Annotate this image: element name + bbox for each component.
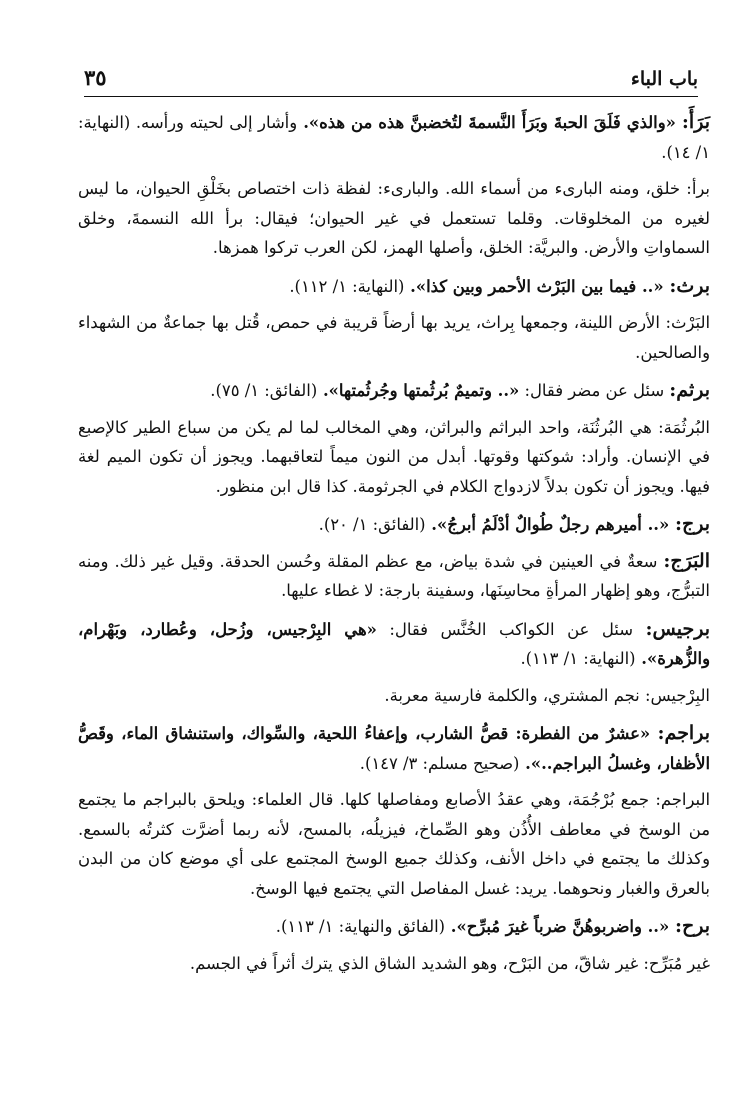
headword: بَرَأَ: [681,111,710,133]
definition: البراجم: جمع بُرْجُمَة، وهي عقدُ الأصابع ومفاصلها كلها. قال العلماء: ويلحق بالبراجم ما يجتمع من الوسخ في معاطف الأُذُن وهو الصِّماخ، فيزيلُه، بالمسح، لأنه ربما أضرَّت كثرتُه بالسمع. وكذلك ما يجتمع في داخل الأنف، وكذلك جميع الوسخ المجتمع على أي موضع كان من البدن بالعرق والغبار ونحوهما. يريد: غسل المفاصل التي يجتمع فيها الوسخ. [78,790,711,898]
hadith-quote: «.. أميرهم رجلٌ طُوالٌ أدْلَمُ أبرجُ». [425,515,675,534]
page-number: ٣٥ [84,65,107,90]
definition: البَرْث: الأرض اللينة، وجمعها بِراث، يريد بها أرضاً قريبة في حمص، قُتل بها جماعةٌ من الشهداء والصالحين. [78,313,710,362]
definition: غير مُبَرِّح: غير شاقّ، من البَرْح، وهو الشديد الشاق الذي يترك أثراً في الجسم. [189,953,710,973]
headword: برج: [674,513,710,535]
hadith-quote: «.. فيما بين البَرْث الأحمر وبين كذا». [404,276,670,296]
hadith-quote: «والذي فَلَقَ الحبةَ وبَرَأَ النَّسمةَ لتُخضبنَّ هذه من هذه». [297,113,682,132]
headword: برثم: [669,379,710,401]
entry-birjis [78,615,710,674]
entry-barh [78,912,710,942]
headword: براجم: [657,722,710,744]
entry-barj [78,510,710,540]
entry-barth [78,272,710,302]
source-citation: (النهاية: ١/ ١١٣). [520,649,636,668]
source-citation: (النهاية: ١/ ١١٢). [289,276,405,296]
definition-text: سعةٌ في العينين في شدة بياض، مع عظم المقلة وحُسن الحدقة. وقيل غير ذلك. ومنه التبرُّج، وهو إظهار المرأةِ محاسِنَها، وسفينة بارجة: لا غطاء عليها. [78,551,710,600]
entry-barajim [78,719,710,778]
headword: برجيس: [645,617,710,640]
source-citation: وأشار إلى لحيته ورأسه. (النهاية: ١/ ١٤). [78,113,710,162]
running-header [84,56,698,97]
headword: برح: [674,915,710,937]
entry-bara [78,108,710,167]
chapter-title: باب الباء [630,68,698,90]
source-citation: (صحيح مسلم: ٣/ ١٤٧). [359,753,520,773]
definition: برأ: خلق، ومنه البارىء من أسماء الله. والبارىء: لفظة ذات اختصاص بخَلْقِ الحيوان، ما ليس لغيره من المخلوقات. وقلما تستعمل في غير الحيوان؛ فيقال: برأ الله النسمةَ، وخلق السماواتِ والأرض. والبريَّة: الخلق، وأصلها الهمز، لكن العرب تركوا همزها. [78,179,710,257]
definition-headword: البَرَج: [663,549,710,572]
hadith-quote: «هي البِرْجيس، وزُحل، وعُطارد، وبَهْرام، والزُّهرة». [78,619,710,668]
hadith-quote: «.. وتميمٌ بُرثُمتها وجُرثُمتها». [317,381,520,400]
source-citation: (الفائق: ١/ ٢٠). [318,515,426,534]
definition: البِرْجيس: نجم المشتري، والكلمة فارسية معربة. [384,685,710,705]
page-body [78,108,710,987]
definition: البُرثُمَة: هي البُرثُنَة، واحد البراثم والبراثن، وهي المخالب لما لم يكن من سباع الطير كالإصبع في الإنسان. وأراد: شوكتها وقوتها. أبدل من النون ميماً لتعاقبهما. ويجوز أن تكون الميم لغة فيها. ويجوز أن تكون بدلاً لازدواج الكلام في الجرثومة. كذا قال ابن منظور. [78,417,710,496]
hadith-quote: «عشرٌ من الفطرة: قصُّ الشارب، وإعفاءُ اللحية، والسِّواك، واستنشاق الماء، وقَصُّ الأظفار، وغسلُ البراجم..». [78,724,710,773]
headword: برث: [669,274,710,297]
source-citation: (الفائق: ١/ ٧٥). [210,381,318,400]
context-text: سئل عن الكواكب الخُنَّس فقال: [376,619,646,639]
hadith-quote: «.. واضربوهُنَّ ضرباً غيرَ مُبرِّح». [445,917,675,936]
source-citation: (الفائق والنهاية: ١/ ١١٣). [275,917,446,936]
entry-barthum [78,376,710,406]
context-text: سئل عن مضر فقال: [519,381,670,400]
definition-barj [78,547,710,606]
